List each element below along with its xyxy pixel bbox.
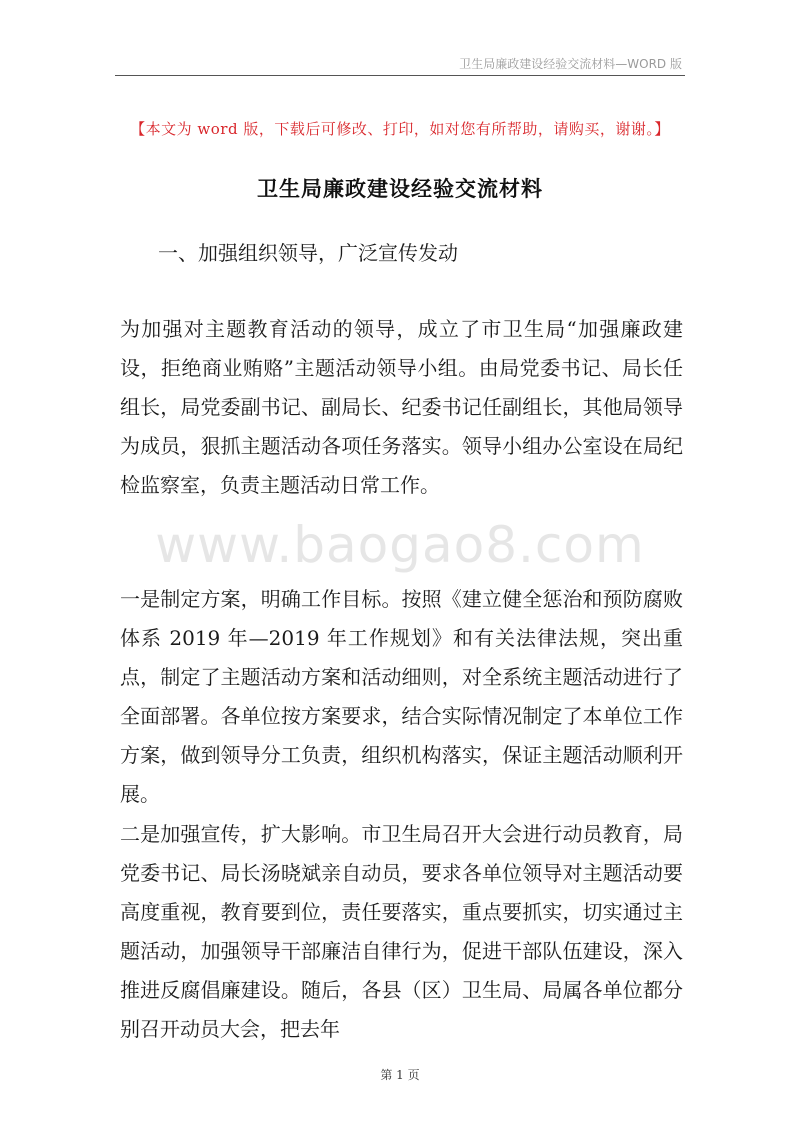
purchase-notice: 【本文为 word 版，下载后可修改、打印，如对您有所帮助，请购买，谢谢。】	[130, 120, 670, 138]
page-number: 第 1 页	[380, 1068, 420, 1082]
header-divider	[115, 75, 685, 76]
running-header: 卫生局廉政建设经验交流材料—WORD 版	[459, 57, 682, 71]
section-heading: 一、加强组织领导，广泛宣传发动	[158, 241, 458, 265]
watermark: www.baogao8.com	[155, 516, 645, 574]
paragraph: 二是加强宣传，扩大影响。市卫生局召开大会进行动员教育，局党委书记、局长汤晓斌亲自动员，要求各单位领导对主题活动要高度重视，教育要到位，责任要落实，重点要抓实，切实通过主题活动，加强领导干部廉洁自律行为，促进干部队伍建设，深入推进反腐倡廉建设。随后，各县（区）卫生局、局属各单位都分别召开动员大会，把去年	[120, 822, 683, 1041]
document-title: 卫生局廉政建设经验交流材料	[257, 176, 543, 201]
paragraph: 一是制定方案，明确工作目标。按照《建立健全惩治和预防腐败体系 2019 年—2019 年工作规划》和有关法律法规，突出重点，制定了主题活动方案和活动细则，对全系统主题活动进行了全面部署。各单位按方案要求，结合实际情况制定了本单位工作方案，做到领导分工负责，组织机构落实，保证主题活动顺利开展。	[120, 587, 683, 806]
paragraph: 为加强对主题教育活动的领导，成立了市卫生局“加强廉政建设，拒绝商业贿赂”主题活动领导小组。由局党委书记、局长任组长，局党委副书记、副局长、纪委书记任副组长，其他局领导为成员，狠抓主题活动各项任务落实。领导小组办公室设在局纪检监察室，负责主题活动日常工作。	[120, 317, 683, 497]
